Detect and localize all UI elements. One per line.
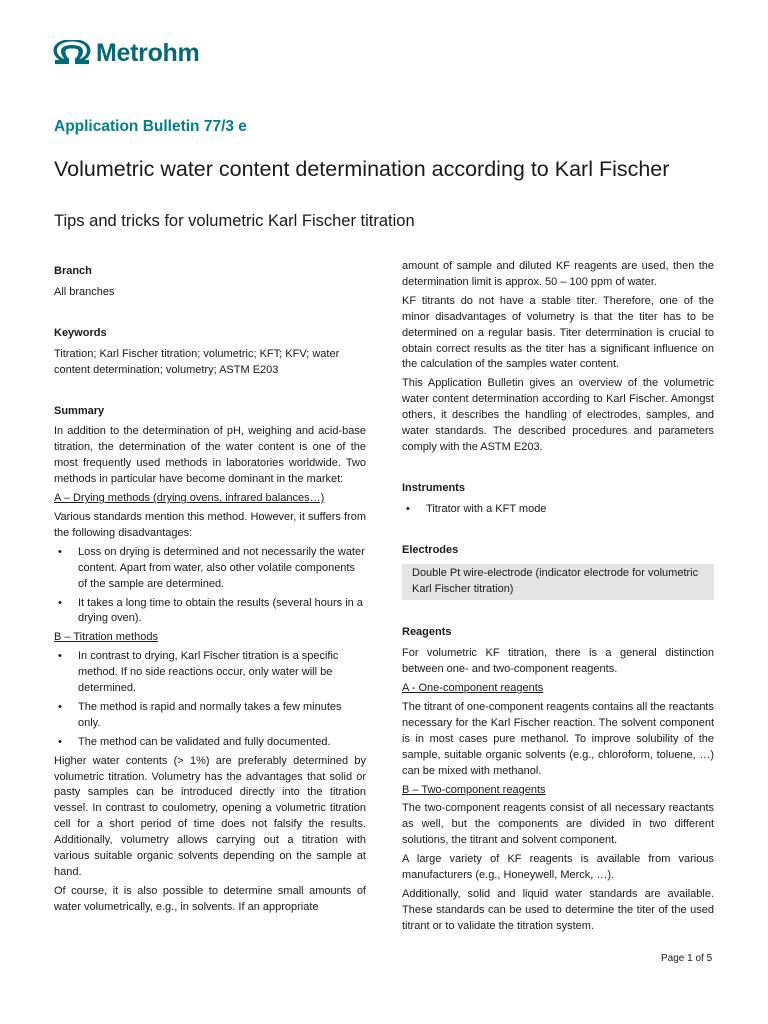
- electrodes-heading: Electrodes: [402, 543, 459, 556]
- page-number: Page 1 of 5: [661, 953, 713, 964]
- drying-methods-subheading: A – Drying methods (drying ovens, infrared balances…): [54, 492, 325, 505]
- list-item: • In contrast to drying, Karl Fischer titration is a specific method. If no side reactions occur, only water will be determined.: [54, 649, 366, 697]
- keywords-text: Titration; Karl Fischer titration; volumetric; KFT; KFV; water content determination; volumetry; ASTM E203: [54, 347, 340, 376]
- brand-name: Metrohm: [96, 38, 200, 67]
- bulletin-number: Application Bulletin 77/3 e: [54, 118, 247, 135]
- reagent-variety-paragraph: A large variety of KF reagents is available from various manufacturers (e.g., Honeywell, Merck, …).: [402, 853, 714, 882]
- omega-logo-icon: [53, 40, 91, 66]
- titration-advantages-list: [54, 649, 366, 750]
- one-component-subheading: A - One-component reagents: [402, 682, 544, 695]
- list-item: • Loss on drying is determined and not necessarily the water content. Apart from water, also other volatile components of the sample are determined.: [54, 545, 366, 593]
- overview-paragraph: This Application Bulletin gives an overview of the volumetric water content determination according to Karl Fischer. Amongst others, it describes the handling of electrodes, samples, and water standards. The described procedures and parameters comply with the ASTM E203.: [402, 377, 714, 453]
- drying-disadvantages-list: [54, 545, 366, 628]
- titration-methods-subheading: B – Titration methods: [54, 631, 158, 644]
- water-standards-paragraph: Additionally, solid and liquid water standards are available. These standards can be used to determine the titer of the used titrant or to validate the titration system.: [402, 888, 714, 932]
- small-amounts-paragraph: Of course, it is also possible to determine small amounts of water volumetrically, e.g., in solvents. If an appropriate: [54, 884, 366, 913]
- volumetry-paragraph: Higher water contents (> 1%) are preferably determined by volumetric titration. Volumetry has the advantages that solid or pasty samples can be introduced directly into the titration vessel. In contrast to coulometry, opening a volumetric titration cell for a short period of time does not falsify the results. Additionally, volumetry allows carrying out a titration with various suitable organic solvents depending on the sample at hand.: [54, 754, 366, 878]
- list-item: • It takes a long time to obtain the results (several hours in a drying oven).: [54, 596, 366, 628]
- one-component-text: The titrant of one-component reagents contains all the reactants necessary for the Karl Fischer reaction. The solvent component is in most cases pure methanol. To improve solubility of the sample, suitable organic solvents (e.g., chloroform, toluene, …) can be mixed with methanol.: [402, 701, 714, 777]
- branch-heading: Branch: [54, 265, 92, 277]
- metrohm-logo: [53, 38, 199, 68]
- determination-limit-paragraph: amount of sample and diluted KF reagents are used, then the determination limit is approx. 50 – 100 ppm of water.: [402, 260, 714, 288]
- keywords-heading: Keywords: [54, 326, 107, 339]
- two-component-subheading: B – Two-component reagents: [402, 783, 546, 796]
- left-column: [54, 264, 366, 919]
- document-subtitle: Tips and tricks for volumetric Karl Fischer titration: [54, 212, 415, 230]
- electrode-box: Double Pt wire-electrode (indicator electrode for volumetric Karl Fischer titration): [402, 564, 714, 601]
- document-title: Volumetric water content determination according to Karl Fischer: [54, 157, 670, 181]
- right-column: [402, 259, 714, 938]
- summary-paragraph: In addition to the determination of pH, weighing and acid-base titration, the determination of the water content is one of the most frequently used methods in laboratories worldwide. Two methods in particular have become dominant in the market:: [54, 425, 366, 486]
- list-item: • The method can be validated and fully documented.: [54, 735, 366, 751]
- summary-heading: Summary: [54, 404, 105, 417]
- instruments-list: [402, 502, 714, 518]
- drying-methods-intro: Various standards mention this method. However, it suffers from the following disadvantages:: [54, 510, 366, 539]
- two-component-text: The two-component reagents consist of all necessary reactants as well, but the components are divided in two different solutions, the titrant and solvent component.: [402, 802, 714, 847]
- reagents-intro: For volumetric KF titration, there is a general distinction between one- and two-component reagents.: [402, 647, 714, 676]
- instruments-heading: Instruments: [402, 481, 465, 494]
- list-item: • Titrator with a KFT mode: [402, 502, 714, 518]
- list-item: • The method is rapid and normally takes a few minutes only.: [54, 700, 366, 732]
- titer-paragraph: KF titrants do not have a stable titer. Therefore, one of the minor disadvantages of volumetry is that the titer has to be determined on a regular basis. Titer determination is crucial to obtain correct results as the titer has a significant influence on the calculation of the samples water content.: [402, 294, 714, 371]
- reagents-heading: Reagents: [402, 626, 452, 639]
- branch-text: All branches: [54, 285, 115, 298]
